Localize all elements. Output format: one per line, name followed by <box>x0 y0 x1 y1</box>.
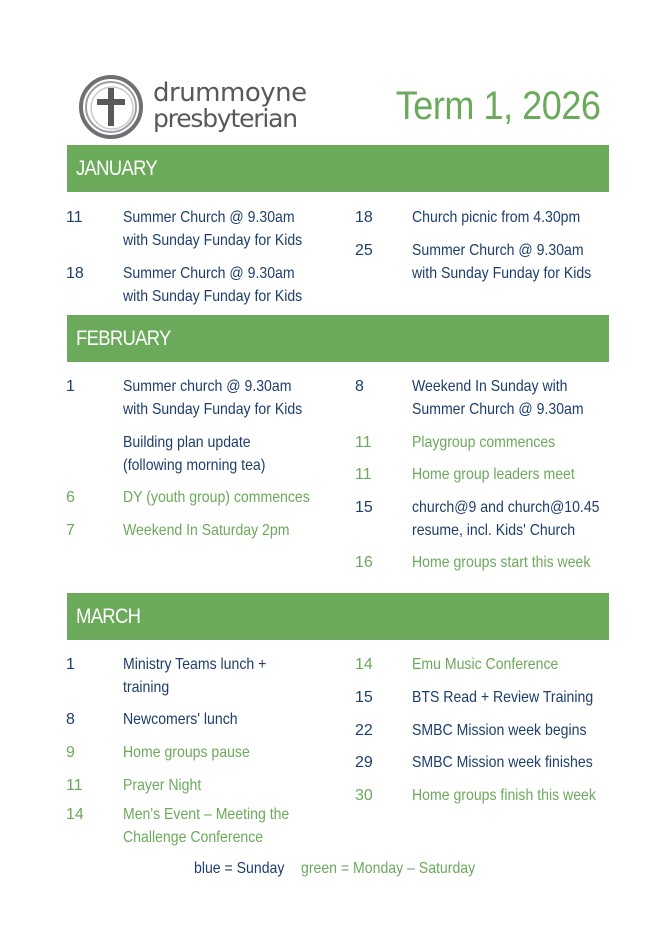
event-day: 7 <box>66 522 75 539</box>
event-text <box>412 551 590 574</box>
event-text-line: Playgroup commences <box>412 434 556 451</box>
event-text <box>123 486 310 509</box>
event-text-line: Summer Church @ 9.30am <box>123 209 295 226</box>
event-day: 30 <box>355 787 373 804</box>
event-text <box>412 751 593 774</box>
event-text-line: Emu Music Conference <box>412 656 559 673</box>
month-bar-march <box>67 593 609 640</box>
logo-wordmark <box>153 80 307 132</box>
event-day: 11 <box>66 777 83 794</box>
event-day: 16 <box>355 554 373 571</box>
term-title: Term 1, 2026 <box>395 84 600 128</box>
church-logo <box>78 74 328 144</box>
event-text <box>123 653 266 699</box>
event-day: 14 <box>66 806 84 823</box>
event-text <box>412 496 599 542</box>
event-text <box>123 375 302 421</box>
event-day: 11 <box>66 209 83 226</box>
event-text-line: Home groups pause <box>123 744 250 761</box>
event-text-line: Home groups finish this week <box>412 787 596 804</box>
event-text <box>123 206 302 252</box>
legend-weekday: green = Monday – Saturday <box>301 860 476 877</box>
cross-logo-icon <box>78 74 148 144</box>
event-text-line: Challenge Conference <box>123 829 264 846</box>
event-day: 11 <box>355 434 372 451</box>
event-text-line: Church picnic from 4.30pm <box>412 209 581 226</box>
event-day: 1 <box>66 378 75 395</box>
event-text-line: Summer Church @ 9.30am <box>412 401 584 418</box>
event-text <box>123 262 302 308</box>
event-day: 29 <box>355 754 373 771</box>
event-text-line: resume, incl. Kids' Church <box>412 522 576 539</box>
event-text <box>123 519 289 542</box>
month-bar-january <box>67 145 609 192</box>
event-text <box>123 431 265 477</box>
event-text-line: Home group leaders meet <box>412 466 575 483</box>
event-day: 9 <box>66 744 75 761</box>
event-text-line: Summer Church @ 9.30am <box>123 265 295 282</box>
event-text-line: Prayer Night <box>123 777 202 794</box>
event-text <box>412 431 555 454</box>
event-text <box>412 463 575 486</box>
event-text-line: Summer church @ 9.30am <box>123 378 292 395</box>
event-text <box>412 686 593 709</box>
event-text <box>412 239 591 285</box>
event-text-line: training <box>123 679 170 696</box>
event-text-line: SMBC Mission week finishes <box>412 754 593 771</box>
event-text-line: church@9 and church@10.45 <box>412 499 600 516</box>
event-day: 18 <box>355 209 373 226</box>
event-text-line: with Sunday Funday for Kids <box>123 288 303 305</box>
event-text-line: Home groups start this week <box>412 554 591 571</box>
month-bar-february <box>67 315 609 362</box>
legend <box>194 860 476 878</box>
event-text-line: with Sunday Funday for Kids <box>412 265 592 282</box>
event-text-line: BTS Read + Review Training <box>412 689 594 706</box>
logo-line-1: drummoyne <box>153 78 307 108</box>
legend-sunday: blue = Sunday <box>194 860 285 877</box>
event-text-line: Building plan update <box>123 434 251 451</box>
event-text <box>123 741 250 764</box>
event-text <box>412 206 580 229</box>
event-text-line: with Sunday Funday for Kids <box>123 401 303 418</box>
event-text <box>123 708 238 731</box>
event-day: 8 <box>355 378 364 395</box>
month-title-january: JANUARY <box>76 157 158 180</box>
logo-line-2: presbyterian <box>153 104 297 133</box>
event-text-line: Newcomers' lunch <box>123 711 238 728</box>
event-day: 14 <box>355 656 373 673</box>
event-text-line: (following morning tea) <box>123 457 266 474</box>
event-text <box>412 719 587 742</box>
event-text <box>412 784 596 807</box>
month-title-march: MARCH <box>76 605 141 628</box>
month-title-february: FEBRUARY <box>76 327 171 350</box>
event-text <box>123 774 201 797</box>
event-text-line: DY (youth group) commences <box>123 489 310 506</box>
event-text-line: Weekend In Sunday with <box>412 378 568 395</box>
event-text-line: with Sunday Funday for Kids <box>123 232 303 249</box>
event-text <box>412 653 558 676</box>
event-day: 25 <box>355 242 373 259</box>
event-day: 1 <box>66 656 75 673</box>
event-day: 11 <box>355 466 372 483</box>
event-text-line: Summer Church @ 9.30am <box>412 242 584 259</box>
event-text <box>412 375 584 421</box>
event-day: 22 <box>355 722 373 739</box>
event-text-line: Men's Event – Meeting the <box>123 806 290 823</box>
event-text-line: Weekend In Saturday 2pm <box>123 522 290 539</box>
event-day: 6 <box>66 489 75 506</box>
event-day: 8 <box>66 711 75 728</box>
event-day: 15 <box>355 499 373 516</box>
event-day: 15 <box>355 689 373 706</box>
event-text-line: Ministry Teams lunch + <box>123 656 267 673</box>
event-day: 18 <box>66 265 84 282</box>
event-text <box>123 803 289 849</box>
event-text-line: SMBC Mission week begins <box>412 722 587 739</box>
